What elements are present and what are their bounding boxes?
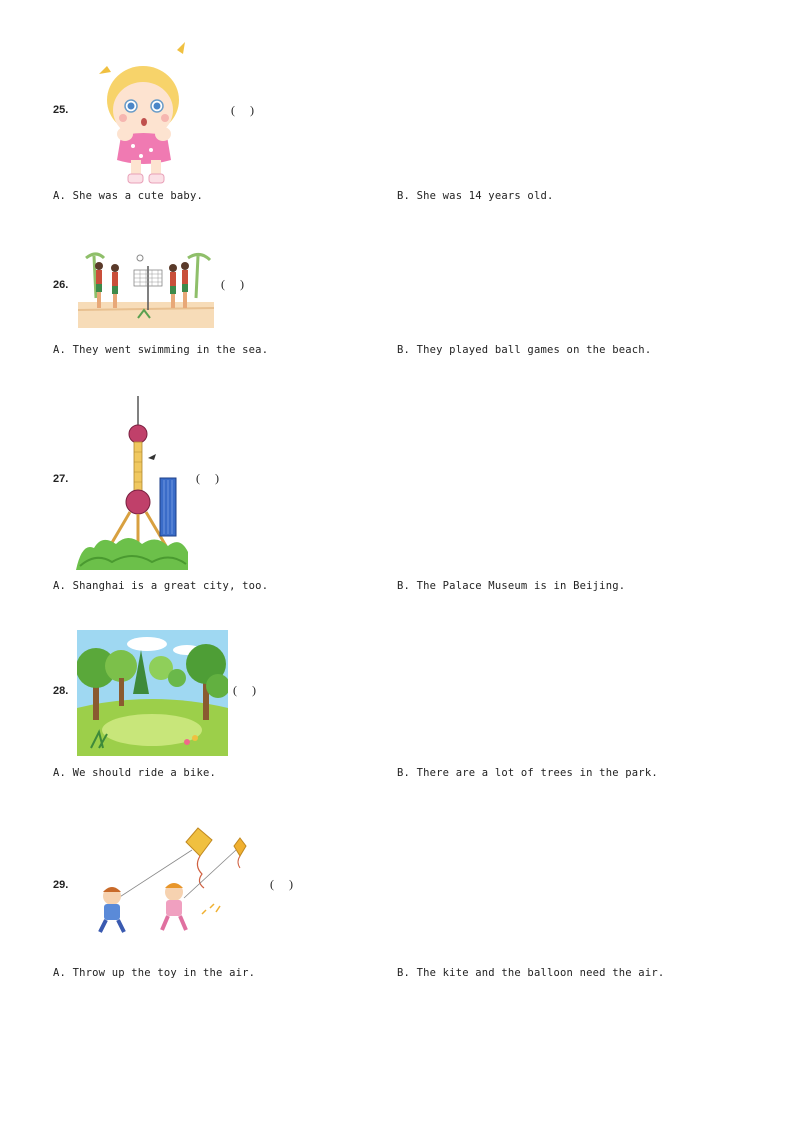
question-number: 29. (53, 879, 69, 891)
baby-girl-icon (95, 38, 195, 188)
option-b[interactable]: B. The Palace Museum is in Beijing. (397, 580, 626, 592)
answer-blank[interactable]: ( ) (233, 683, 256, 697)
option-b[interactable]: B. They played ball games on the beach. (397, 344, 652, 356)
answer-blank[interactable]: ( ) (196, 471, 219, 485)
option-b[interactable]: B. The kite and the balloon need the air. (397, 967, 665, 979)
question-number: 28. (53, 685, 69, 697)
park-trees-icon (77, 630, 228, 756)
question-number: 26. (53, 279, 69, 291)
answer-blank[interactable]: ( ) (270, 877, 293, 891)
option-a[interactable]: A. They went swimming in the sea. (53, 344, 269, 356)
option-a[interactable]: A. We should ride a bike. (53, 767, 217, 779)
oriental-pearl-tower-icon (76, 396, 190, 570)
option-a[interactable]: A. Shanghai is a great city, too. (53, 580, 269, 592)
option-a[interactable]: A. She was a cute baby. (53, 190, 203, 202)
beach-volleyball-icon (78, 248, 214, 328)
question-number: 25. (53, 104, 69, 116)
answer-blank[interactable]: ( ) (221, 277, 244, 291)
question-number: 27. (53, 473, 69, 485)
kids-flying-kites-icon (92, 826, 252, 940)
option-b[interactable]: B. There are a lot of trees in the park. (397, 767, 658, 779)
option-a[interactable]: A. Throw up the toy in the air. (53, 967, 256, 979)
answer-blank[interactable]: ( ) (231, 103, 254, 117)
option-b[interactable]: B. She was 14 years old. (397, 190, 554, 202)
